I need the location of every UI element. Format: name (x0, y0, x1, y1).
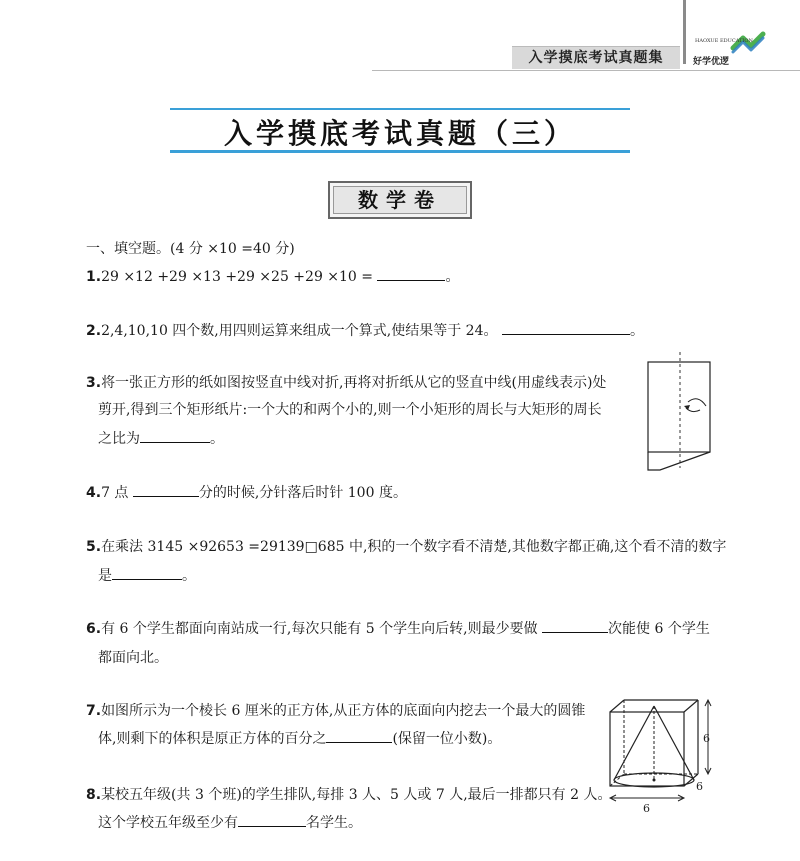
question-text: 在乘法 3145 ×92653 =29139□685 中,积的一个数字看不清楚,其他数字都正确,这个看不清的数字 (101, 539, 727, 555)
answer-blank[interactable] (542, 616, 608, 633)
header-divider (683, 0, 686, 64)
question-number: 4. (86, 485, 102, 501)
answer-blank[interactable] (377, 264, 445, 281)
question-number: 8. (86, 787, 102, 803)
answer-blank[interactable] (140, 426, 210, 443)
question-3-line-3: 之比为 。 (98, 424, 224, 455)
logo-small-text: HAOXUE EDUCATION (695, 38, 753, 44)
question-number: 2. (86, 323, 102, 339)
question-number: 1. (86, 269, 102, 285)
question-text: 如图所示为一个棱长 6 厘米的正方体,从正方体的底面向内挖去一个最大的圆锥 (101, 703, 586, 719)
question-number: 7. (86, 703, 102, 719)
section-heading: 一、填空题。(4 分 ×10 =40 分) (86, 241, 295, 257)
title-rule-bottom (170, 150, 630, 153)
question-number: 5. (86, 539, 102, 555)
question-3-line-2: 剪开,得到三个矩形纸片:一个大的和两个小的,则一个小矩形的周长与大矩形的周长 (98, 402, 602, 418)
logo-text: 好学优逻 (693, 57, 730, 67)
depth-label: 6 (696, 780, 703, 793)
question-8-line-2: 这个学校五年级至少有 名学生。 (98, 808, 362, 839)
question-1: 1.29 ×12 +29 ×13 +29 ×25 +29 ×10 = 。 (86, 262, 459, 293)
question-8 (86, 780, 611, 811)
question-2: 2.2,4,10,10 四个数,用四则运算来组成一个算式,使结果等于 24。 。 (86, 316, 644, 347)
question-6-line-2: 都面向北。 (98, 650, 168, 666)
question-5 (86, 532, 726, 563)
question-text: 2,4,10,10 四个数,用四则运算来组成一个算式,使结果等于 24。 (101, 323, 498, 339)
question-7 (86, 696, 585, 727)
answer-blank[interactable] (238, 810, 306, 827)
answer-blank[interactable] (502, 318, 630, 335)
title-rule-top (170, 108, 630, 110)
question-7-line-2: 体,则剩下的体积是原正方体的百分之 (保留一位小数)。 (98, 724, 501, 755)
question-6: 6.有 6 个学生都面向南站成一行,每次只能有 5 个学生向后转,则最少要做 次能使 6 个学生 (86, 614, 710, 645)
height-label: 6 (703, 732, 710, 745)
page-title: 入学摸底考试真题（三） (223, 117, 576, 150)
question-text: 29 ×12 +29 ×13 +29 ×25 +29 ×10 = (101, 269, 374, 285)
question-number: 3. (86, 375, 102, 391)
answer-blank[interactable] (112, 563, 182, 580)
cube-cone-figure (600, 694, 724, 818)
subject-label: 数学卷 (328, 181, 472, 219)
folded-paper-figure (640, 350, 720, 478)
question-text: 将一张正方形的纸如图按竖直中线对折,再将对折纸从它的竖直中线(用虚线表示)处 (101, 375, 607, 391)
question-text: 某校五年级(共 3 个班)的学生排队,每排 3 人、5 人或 7 人,最后一排都只有 2 人。 (101, 787, 612, 803)
book-title-tag: 入学摸底考试真题集 (512, 46, 680, 69)
question-number: 6. (86, 621, 102, 637)
header-rule (372, 70, 800, 71)
width-label: 6 (643, 802, 650, 815)
answer-blank[interactable] (326, 726, 392, 743)
question-5-line-2: 是 。 (98, 561, 196, 592)
question-4: 4.7 点 分的时候,分针落后时针 100 度。 (86, 478, 407, 509)
answer-blank[interactable] (133, 480, 199, 497)
